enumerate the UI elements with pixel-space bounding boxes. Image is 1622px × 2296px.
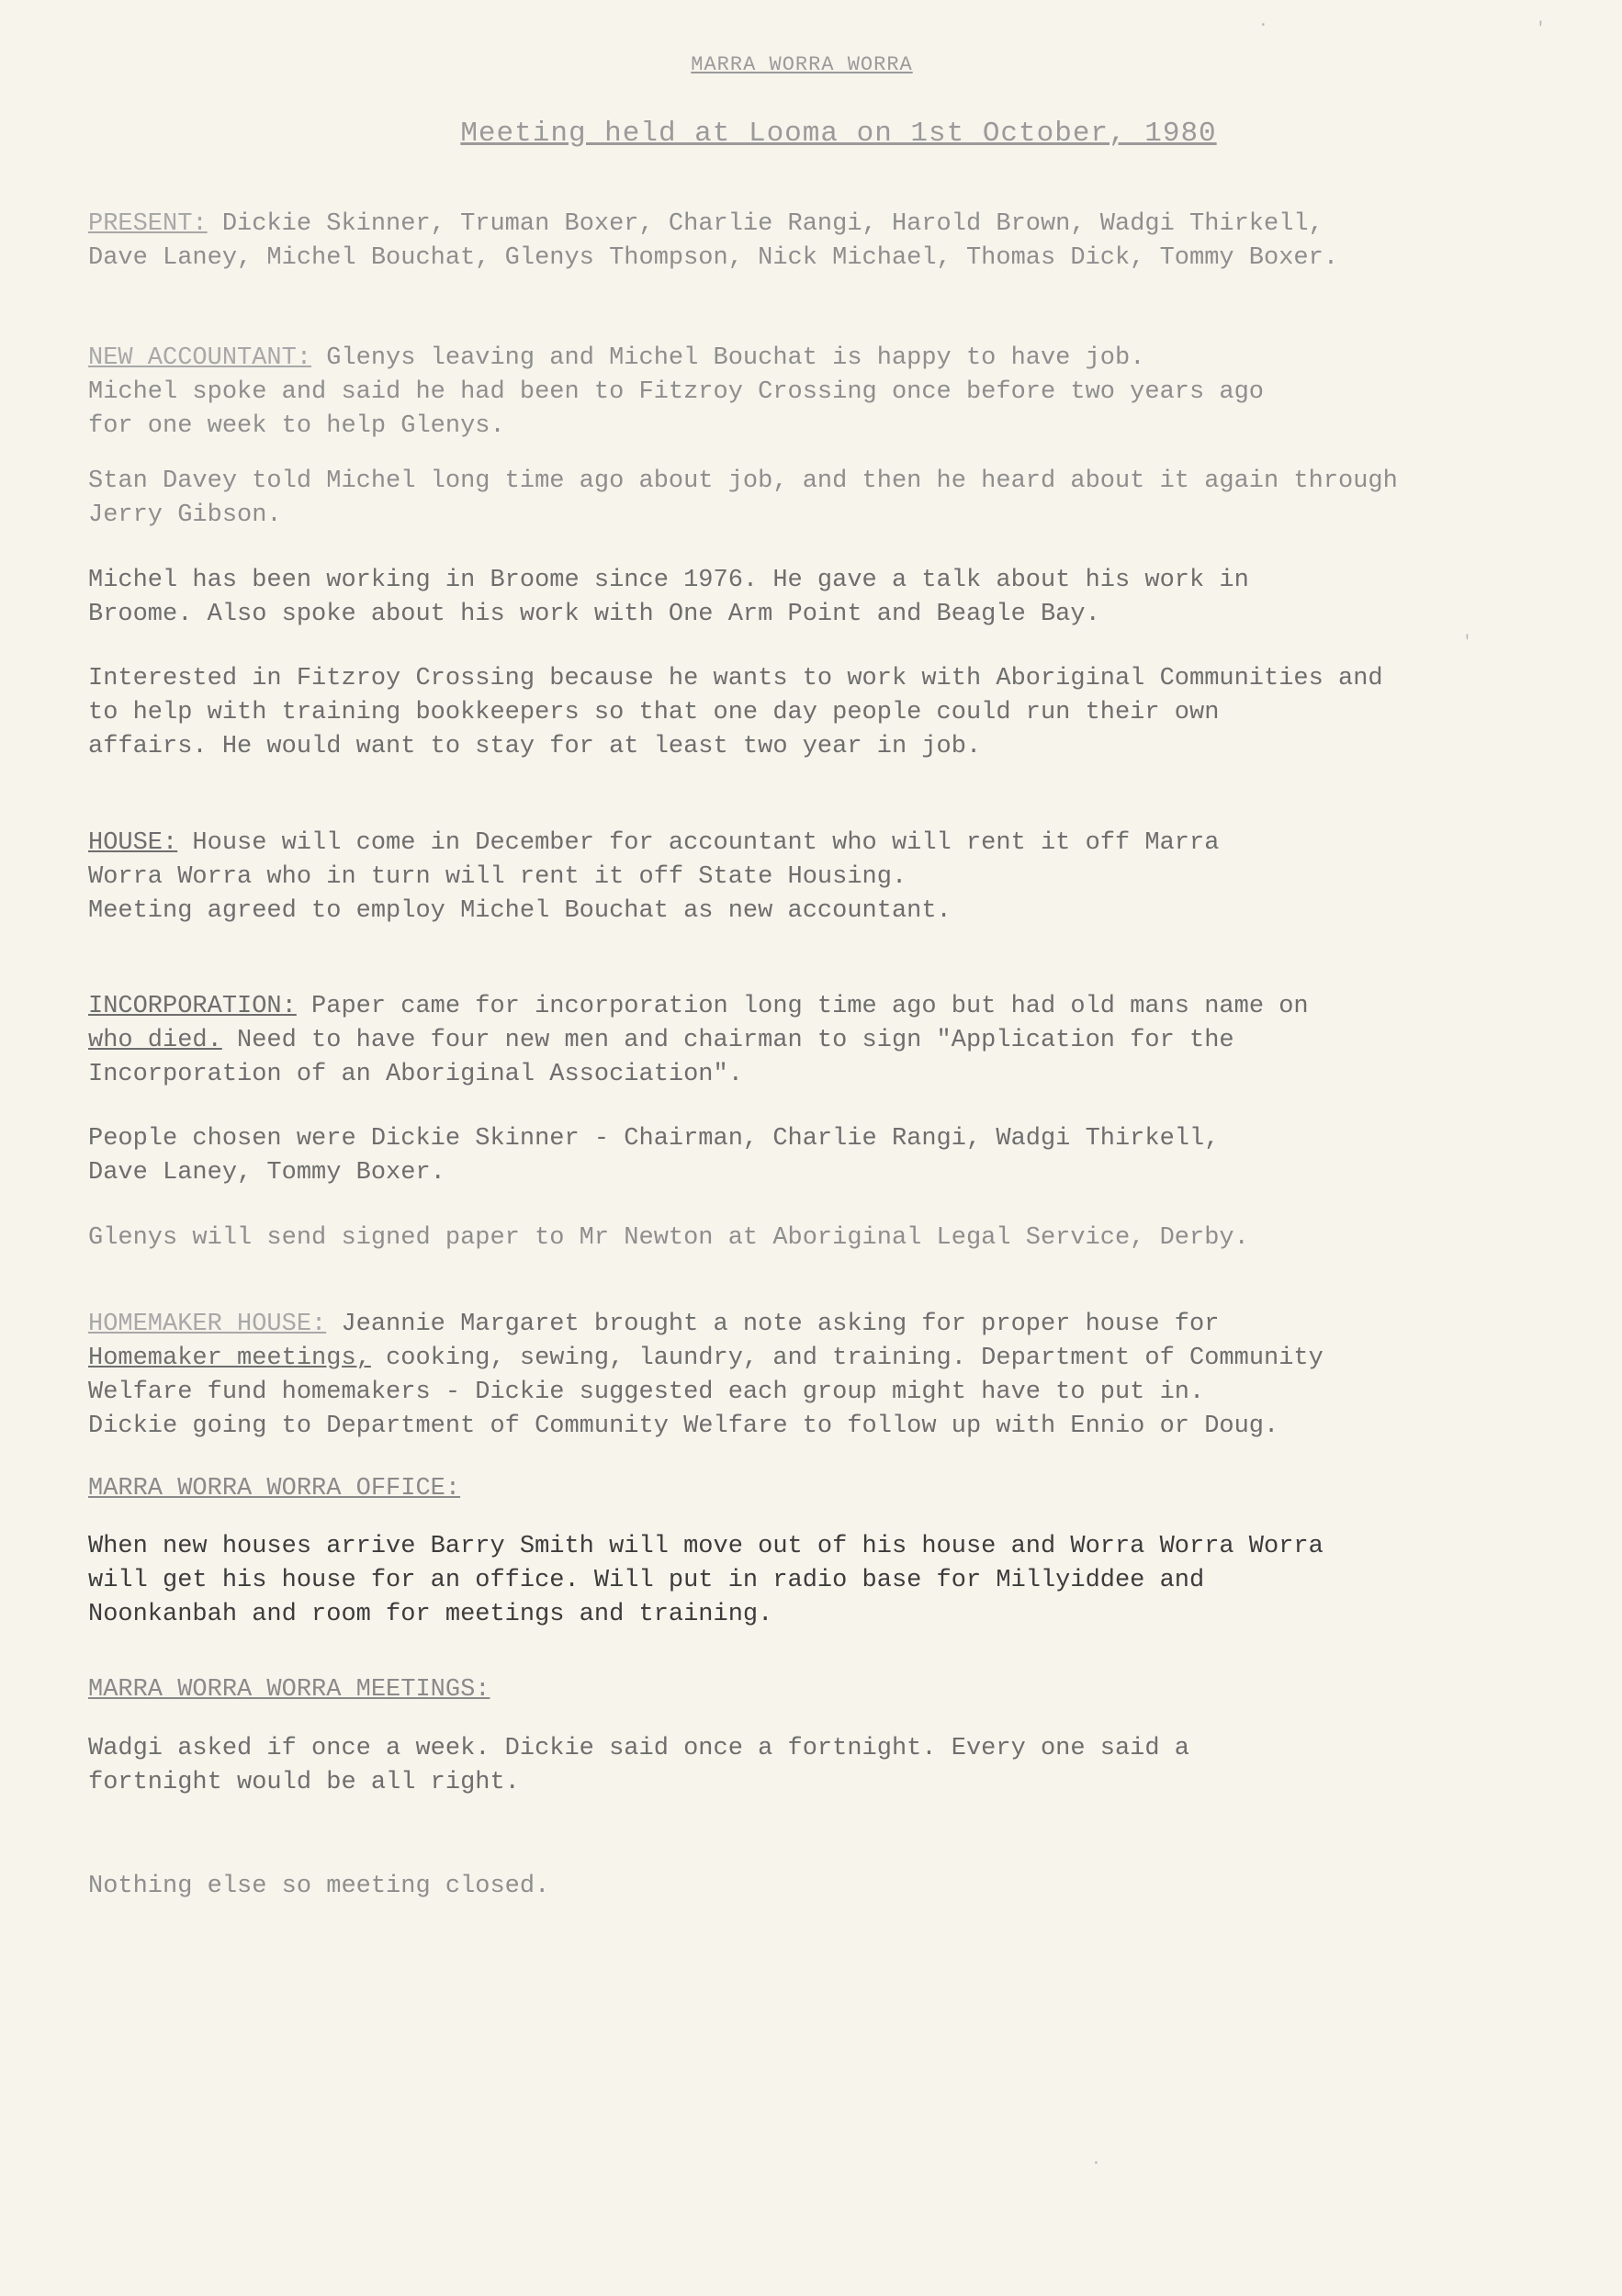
homemaker-text-3: cooking, sewing, laundry, and training. Department of Community Welfare fund homemakers - Dickie suggested each group might have to put in. Dickie going to Department of Community Welfare to follow up with Ennio or Doug. (88, 1345, 1324, 1440)
present-section (88, 208, 1558, 276)
meetings-text: Wadgi asked if once a week. Dickie said once a fortnight. Every one said a fortnight would be all right. (88, 1735, 1189, 1796)
office-label: MARRA WORRA WORRA OFFICE: (88, 1475, 461, 1503)
office-text: When new houses arrive Barry Smith will move out of his house and Worra Worra Worra will get his house for an office. Will put in radio base for Millyiddee and Noonkanbah and room for meetings and training. (88, 1533, 1324, 1628)
incorporation-text-2: who died. (88, 1027, 222, 1054)
closing-text: Nothing else so meeting closed. (88, 1873, 550, 1900)
paper-speck: ' (1536, 20, 1546, 39)
paper-speck: . (1258, 13, 1268, 31)
meetings-label: MARRA WORRA WORRA MEETINGS: (88, 1676, 490, 1704)
house-text-1: House will come in December for accountant who will rent it off Marra (192, 829, 1220, 857)
present-text: Dickie Skinner, Truman Boxer, Charlie Rangi, Harold Brown, Wadgi Thirkell, Dave Laney, Michel Bouchat, Glenys Thompson, Nick Michael, Thomas Dick, Tommy Boxer. (88, 210, 1339, 272)
house-text-2: Worra Worra who in turn will rent it off State Housing. Meeting agreed to employ Michel Bouchat as new accountant. (88, 863, 952, 925)
paper-speck: . (1091, 2151, 1101, 2169)
present-label: PRESENT: (88, 210, 208, 238)
homemaker-label: HOMEMAKER HOUSE: (88, 1311, 327, 1338)
incorporation-section (88, 990, 1558, 1092)
incorporation-label: INCORPORATION: (88, 993, 297, 1020)
accountant-paragraph-4: Interested in Fitzroy Crossing because he wants to work with Aboriginal Communities and to help with training bookkeepers so that one day people could run their own affairs. He would want to stay for at least two year in job. (88, 665, 1383, 760)
house-section (88, 827, 1558, 929)
incorporation-text-3: Need to have four new men and chairman to sign "Application for the Incorporation of an Aboriginal Association". (88, 1027, 1234, 1088)
homemaker-text-2: Homemaker meetings, (88, 1345, 371, 1372)
paper-speck: ' (1462, 634, 1472, 652)
office-heading (88, 1472, 1558, 1506)
homemaker-text-1: Jeannie Margaret brought a note asking for proper house for (341, 1311, 1220, 1338)
incorporation-paragraph-2: People chosen were Dickie Skinner - Chairman, Charlie Rangi, Wadgi Thirkell, Dave Laney, Tommy Boxer. (88, 1125, 1220, 1187)
incorporation-text-1: Paper came for incorporation long time ago but had old mans name on (311, 993, 1309, 1020)
accountant-section (88, 342, 1558, 444)
accountant-text-2: Michel spoke and said he had been to Fitzroy Crossing once before two years ago for one week to help Glenys. (88, 378, 1265, 440)
accountant-label: NEW ACCOUNTANT: (88, 344, 312, 372)
incorporation-paragraph-3: Glenys will send signed paper to Mr Newton at Aboriginal Legal Service, Derby. (88, 1224, 1249, 1252)
accountant-text-1: Glenys leaving and Michel Bouchat is happy to have job. (326, 344, 1145, 372)
meeting-title: Meeting held at Looma on 1st October, 1980 (460, 118, 1217, 150)
house-label: HOUSE: (88, 829, 178, 857)
accountant-paragraph-3: Michel has been working in Broome since 1976. He gave a talk about his work in Broome. Also spoke about his work with One Arm Point and Beagle Bay. (88, 567, 1249, 628)
org-title: MARRA WORRA WORRA (691, 53, 913, 76)
meetings-heading (88, 1673, 1558, 1707)
homemaker-section (88, 1308, 1558, 1444)
accountant-paragraph-2: Stan Davey told Michel long time ago about job, and then he heard about it again through Jerry Gibson. (88, 467, 1398, 529)
